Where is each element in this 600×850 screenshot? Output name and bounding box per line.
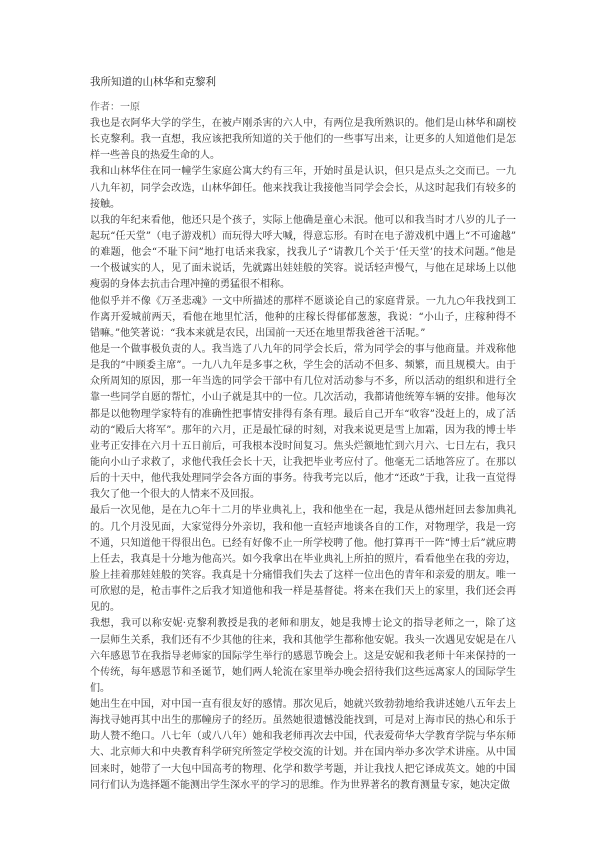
- text-line: 个传统，每年感恩节和圣诞节，她们两人轮流在家里举办晚会招待我们这些远离家人的国际学生: [90, 666, 516, 678]
- text-line: 业考正安排在六月十五日前后，可我根本没时间复习。焦头烂额地忙到六月六、七日左右，我只: [90, 440, 516, 452]
- text-line: 不通，只知道他干得很出色。已经有好像不止一所学校聘了他。他打算再干一阵“博士后”就应聘: [90, 537, 516, 549]
- text-line: 她出生在中国，对中国一直有很友好的感情。那次见后，她就兴致勃勃地给我讲述她八五年去上: [90, 699, 516, 711]
- text-line: 是我的“中顾委主席”。一九八九年是多事之秋，学生会的活动不但多、频繁，而且规模大。由于: [90, 360, 516, 372]
- text-line: 脸上挂着那娃娃般的笑容。我真是十分痛惜我们失去了这样一位出色的青年和亲爱的朋友。唯一: [90, 569, 516, 581]
- text-line: 大、北京师大和中央教育科学研究所签定学校交流的计划。并在国内举办多次学术讲座。从中国: [90, 747, 516, 759]
- text-line: 助人赞不绝口。八七年（或八八年）她和我老师再次去中国，代表爱荷华大学教育学院与华东师: [90, 731, 516, 743]
- text-line: 动的“殿后大将军”。那年的六月，正是最忙碌的时刻，对我来说更是雪上加霜，因为我的博士毕: [90, 424, 516, 436]
- text-line: 见的。: [90, 602, 120, 614]
- paragraph: [90, 342, 516, 503]
- text-line: 作离开爱城前两天，看他在地里忙活，他种的庄稼长得郁郁葱葱，我说：“小山子，庄稼种得不: [90, 311, 516, 323]
- text-line: 长克黎利。我一直想，我应该把我所知道的关于他们的一些事写出来，让更多的人知道他们是怎: [90, 134, 516, 146]
- text-line: 最后一次见他，是在九○年十二月的毕业典礼上，我和他坐在一起，我是从德州赶回去参加典礼: [90, 505, 516, 517]
- text-line: 我欠了他一个很大的人情来不及回报。: [90, 489, 260, 501]
- text-line: 能向小山子求救了，求他代我任会长十天，让我把毕业考应付了。他毫无二话地答应了。在那以: [90, 456, 516, 468]
- text-line: 起玩“任天堂”（电子游戏机）而玩得大呼大喊，得意忘形。有时在电子游戏机中遇上“不可逾越”: [90, 230, 516, 242]
- text-line: 海找寻她再其中出生的那幢房子的经历。虽然她很遗憾没能找到，可是对上海市民的热心和乐于: [90, 715, 516, 727]
- text-line: 以我的年纪来看他，他还只是个孩子，实际上他确是童心未泯。他可以和我当时才八岁的儿子一: [90, 214, 516, 226]
- text-line: 他似乎并不像《万圣悲魂》一文中所描述的那样不愿谈论自己的家庭背景。一九九○年我找到工: [90, 295, 516, 307]
- document-author: 作者：一原: [90, 102, 140, 113]
- text-line: 可欣慰的是，枪击事件之后我才知道他和我一样是基督徒。将来在我们天上的家里，我们还会再: [90, 586, 516, 598]
- text-line: 瘦弱的身体去抗击合理冲撞的勇猛很不相称。: [90, 279, 290, 291]
- text-line: 八九年初，同学会改选，山林华卸任。他来找我让我接他当同学会会长，从这时起我们有较多的: [90, 182, 516, 194]
- text-line: 一个极诚实的人，见了面未说话，先就露出娃娃般的笑容。说话轻声慢气，与他在足球场上以他: [90, 263, 516, 275]
- paragraph: [90, 616, 516, 697]
- text-line: 接触。: [90, 198, 120, 210]
- text-line: 回来时，她带了一大包中国高考的物理、化学和数学考题，并让我找人把它译成英文。她的中国: [90, 763, 516, 775]
- text-line: 六年感恩节在我指导老师家的国际学生举行的感恩节晚会上。这是安妮和我老师十年来保持的一: [90, 650, 516, 662]
- text-line: 众所周知的原因，那一年当选的同学会干部中有几位对活动参与不多，所以活动的组织和进行全: [90, 376, 516, 388]
- text-line: 一层师生关系，我们还有不少其他的往来，我和其他学生都称他安妮。我头一次遇见安妮是在八: [90, 634, 516, 646]
- document-body: [90, 116, 516, 794]
- paragraph: [90, 294, 516, 342]
- text-line: 靠一些同学自愿的帮忙，小山子就是其中的一位。几次活动，我都请他统筹车辆的安排。他每次: [90, 392, 516, 404]
- text-line: 样一些善良的热爱生命的人。: [90, 150, 220, 162]
- paragraph: [90, 116, 516, 164]
- text-line: 我也是衣阿华大学的学生，在被卢刚杀害的六人中，有两位是我所熟识的。他们是山林华和副校: [90, 118, 516, 129]
- text-line: 我想，我可以称安妮·克黎利教授是我的老师和朋友，她是我博士论文的指导老师之一，除了这: [90, 618, 516, 630]
- text-line: 都是以他物理学家特有的准确性把事情安排得有条有理。最后自己开车“收容”没赶上的，成了活: [90, 408, 516, 420]
- text-line: 后的十天中，他代我处理同学会各方面的事务。待我考完以后，他才“还政”于我，让我一直觉得: [90, 473, 516, 485]
- text-line: 的难题，他会“不耻下问”地打电话来我家，找我儿子“请教几个关于‘任天堂’的技术问题。”他是: [90, 247, 516, 259]
- text-line: 们。: [90, 682, 110, 694]
- text-line: 他是一个做事极负责的人。我当选了八九年的同学会长后，常为同学会的事与他商量。并戏称他: [90, 343, 516, 355]
- paragraph: [90, 503, 516, 616]
- paragraph: [90, 213, 516, 294]
- paragraph: [90, 697, 516, 794]
- text-line: 的。几个月没见面，大家觉得分外亲切，我和他一直轻声地谈各自的工作，对物理学，我是一窍: [90, 521, 516, 533]
- paragraph: [90, 164, 516, 212]
- text-line: 同行们认为选择题不能测出学生深水平的学习的思维。作为世界著名的教育测量专家，她决定做: [90, 779, 510, 791]
- text-line: 错嘛。”他笑著说：“我本来就是农民，出国前一天还在地里帮我爸爸干活呢。”: [90, 327, 426, 339]
- text-line: 上任去，我真是十分地为他高兴。如今我拿出在毕业典礼上所拍的照片，看看他坐在我的旁边，: [90, 553, 516, 565]
- text-line: 我和山林华住在同一幢学生家庭公寓大约有三年，开始时虽是认识，但只是点头之交而已。一九: [90, 166, 516, 178]
- document-title: 我所知道的山林华和克黎利: [90, 76, 216, 88]
